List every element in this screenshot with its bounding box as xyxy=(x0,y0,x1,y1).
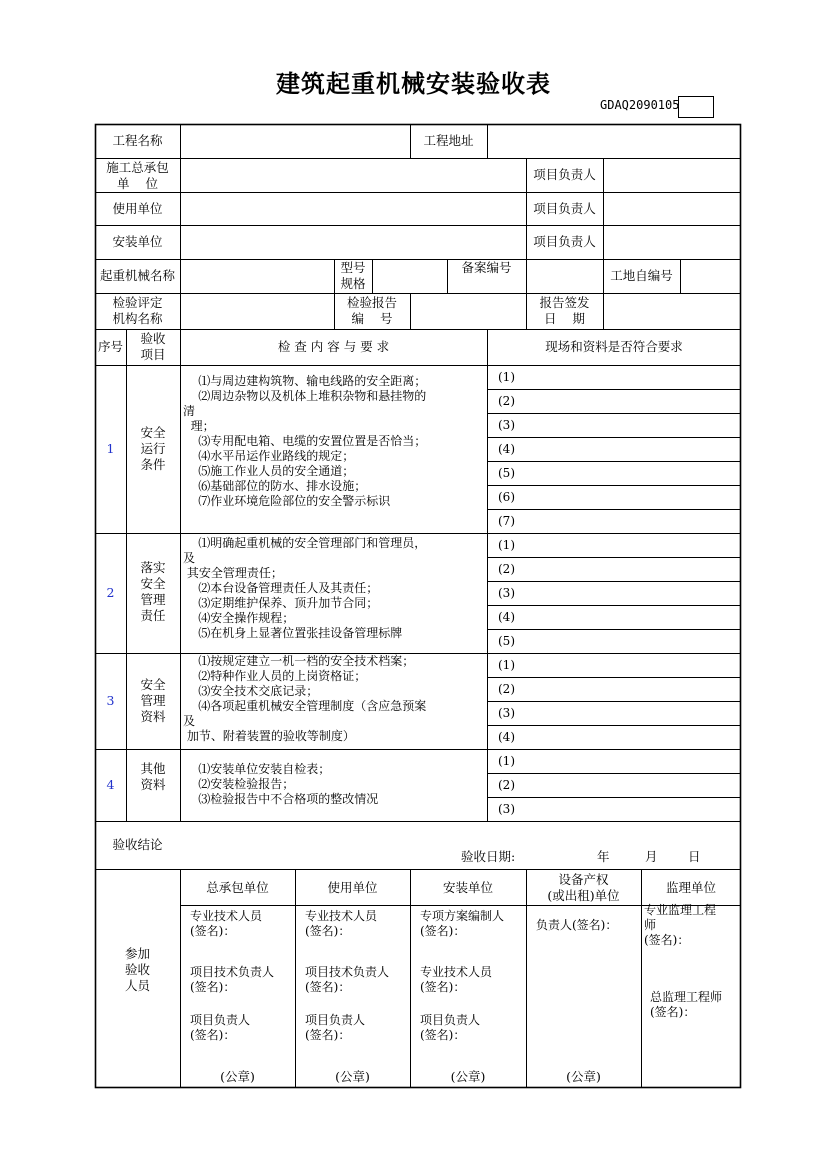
section-2-content: ⑴明确起重机械的安全管理部门和管理员， 及 其安全管理责任； ⑵本台设备管理责任人及其责任； ⑶定期维护保养、顶升加节合同； ⑷安全操作规程； ⑸在机身上显著位置张挂设备管理标牌 xyxy=(183,536,427,640)
seal-gc: (公章) xyxy=(220,1069,255,1084)
label-user-unit: 使用单位 xyxy=(112,201,163,216)
form-title: 建筑起重机械安装验收表 xyxy=(276,70,551,98)
check-2-2[interactable]: (2) xyxy=(498,562,515,576)
check-1-4[interactable]: (4) xyxy=(498,442,515,456)
user-tech-lead-sign[interactable]: 项目技术负责人 (签名)： xyxy=(305,965,390,994)
check-3-4[interactable]: (4) xyxy=(498,730,515,744)
section-3-content: ⑴按规定建立一机一档的安全技术档案； ⑵特种作业人员的上岗资格证； ⑶安全技术交底记录； ⑷各项起重机械安全管理制度（含应急预案 及 加节、附着装置的验收等制度） xyxy=(183,654,427,743)
user-lead-sign[interactable]: 项目负责人 (签名)： xyxy=(305,1013,366,1042)
check-2-3[interactable]: (3) xyxy=(498,586,515,600)
check-3-3[interactable]: (3) xyxy=(498,706,515,720)
seal-installer: (公章) xyxy=(450,1069,486,1084)
check-2-4[interactable]: (4) xyxy=(498,610,515,624)
label-project-address: 工程地址 xyxy=(423,133,474,148)
check-1-6[interactable]: (6) xyxy=(498,490,515,504)
owner-lead-sign[interactable]: 负责人(签名)： xyxy=(536,918,618,932)
col-item: 验收 项目 xyxy=(140,331,166,362)
label-model: 型号 规格 xyxy=(340,260,366,291)
label-crane-name: 起重机械名称 xyxy=(99,268,175,283)
check-4-3[interactable]: (3) xyxy=(498,802,515,816)
installer-lead-sign[interactable]: 项目负责人 (签名)： xyxy=(420,1013,481,1042)
label-participants: 参加 验收 人员 xyxy=(124,946,150,993)
label-day: 日 xyxy=(688,849,701,864)
unit-owner: 设备产权 (或出租)单位 xyxy=(547,872,620,903)
check-3-2[interactable]: (2) xyxy=(498,682,515,696)
col-content: 检 查 内 容 与 要 求 xyxy=(277,339,390,354)
section-4-content: ⑴安装单位安装自检表； ⑵安装检验报告； ⑶检验报告中不合格项的整改情况 xyxy=(198,762,379,806)
check-1-7[interactable]: (7) xyxy=(498,514,515,528)
section-1-no: 1 xyxy=(106,441,115,456)
supervisor-engineer-sign[interactable]: 专业监理工程 师 (签名)： xyxy=(644,903,717,947)
user-tech-sign[interactable]: 专业技术人员 (签名)： xyxy=(305,909,378,938)
col-seq: 序号 xyxy=(97,339,123,354)
section-3-no: 3 xyxy=(106,693,115,708)
unit-installer: 安装单位 xyxy=(442,880,493,895)
gc-tech-lead-sign[interactable]: 项目技术负责人 (签名)： xyxy=(190,965,275,994)
chief-supervisor-sign[interactable]: 总监理工程师 (签名)： xyxy=(650,990,723,1019)
check-4-1[interactable]: (1) xyxy=(498,754,515,768)
section-4-name: 其他 资料 xyxy=(140,761,166,792)
check-2-5[interactable]: (5) xyxy=(498,634,515,648)
check-1-5[interactable]: (5) xyxy=(498,466,515,480)
label-project-lead-2: 项目负责人 xyxy=(533,201,596,216)
label-install-unit: 安装单位 xyxy=(112,234,163,249)
installer-plan-sign[interactable]: 专项方案编制人 (签名)： xyxy=(420,909,505,938)
label-report-date: 报告签发 日 期 xyxy=(539,295,590,326)
section-2-name: 落实 安全 管理 责任 xyxy=(140,560,166,623)
label-project-name: 工程名称 xyxy=(112,133,163,148)
check-3-1[interactable]: (1) xyxy=(498,658,515,672)
label-acceptance-date: 验收日期: xyxy=(461,849,516,864)
section-4-no: 4 xyxy=(106,777,115,792)
check-1-1[interactable]: (1) xyxy=(498,370,515,384)
unit-user: 使用单位 xyxy=(327,880,378,895)
label-record-no: 备案编号 xyxy=(461,260,512,275)
label-general-contractor: 施工总承包 单 位 xyxy=(106,160,169,191)
unit-general-contractor: 总承包单位 xyxy=(206,880,269,895)
label-inspection-org: 检验评定 机构名称 xyxy=(112,295,163,326)
check-4-2[interactable]: (2) xyxy=(498,778,515,792)
col-result: 现场和资料是否符合要求 xyxy=(545,339,683,354)
installer-tech-sign[interactable]: 专业技术人员 (签名)： xyxy=(420,965,493,994)
gc-tech-sign[interactable]: 专业技术人员 (签名)： xyxy=(190,909,263,938)
section-1-content: ⑴与周边建构筑物、输电线路的安全距离； ⑵周边杂物以及机体上堆积杂物和悬挂物的 清 理； ⑶专用配电箱、电缆的安置位置是否恰当； ⑷水平吊运作业路线的规定； ⑸施工作业人员的安全通道； ⑹基础部位的防水、排水设施； ⑺作业环境危险部位的安全警示标识 xyxy=(183,374,427,508)
unit-supervisor: 监理单位 xyxy=(665,880,716,895)
label-year: 年 xyxy=(597,849,610,864)
seal-user: (公章) xyxy=(335,1069,370,1084)
label-project-lead-3: 项目负责人 xyxy=(533,234,596,249)
check-1-2[interactable]: (2) xyxy=(498,394,515,408)
label-site-no: 工地自编号 xyxy=(610,268,673,283)
section-3-name: 安全 管理 资料 xyxy=(140,677,166,724)
label-project-lead-1: 项目负责人 xyxy=(533,167,596,182)
label-report-no: 检验报告 编 号 xyxy=(346,295,397,326)
label-conclusion: 验收结论 xyxy=(112,837,163,852)
section-1-name: 安全 运行 条件 xyxy=(140,425,166,472)
check-1-3[interactable]: (3) xyxy=(498,418,515,432)
section-2-no: 2 xyxy=(106,585,115,600)
label-month: 月 xyxy=(645,849,658,864)
form-code: GDAQ2090105 xyxy=(600,98,680,112)
check-2-1[interactable]: (1) xyxy=(498,538,515,552)
gc-lead-sign[interactable]: 项目负责人 (签名)： xyxy=(190,1013,251,1042)
seal-owner: (公章) xyxy=(566,1069,601,1084)
